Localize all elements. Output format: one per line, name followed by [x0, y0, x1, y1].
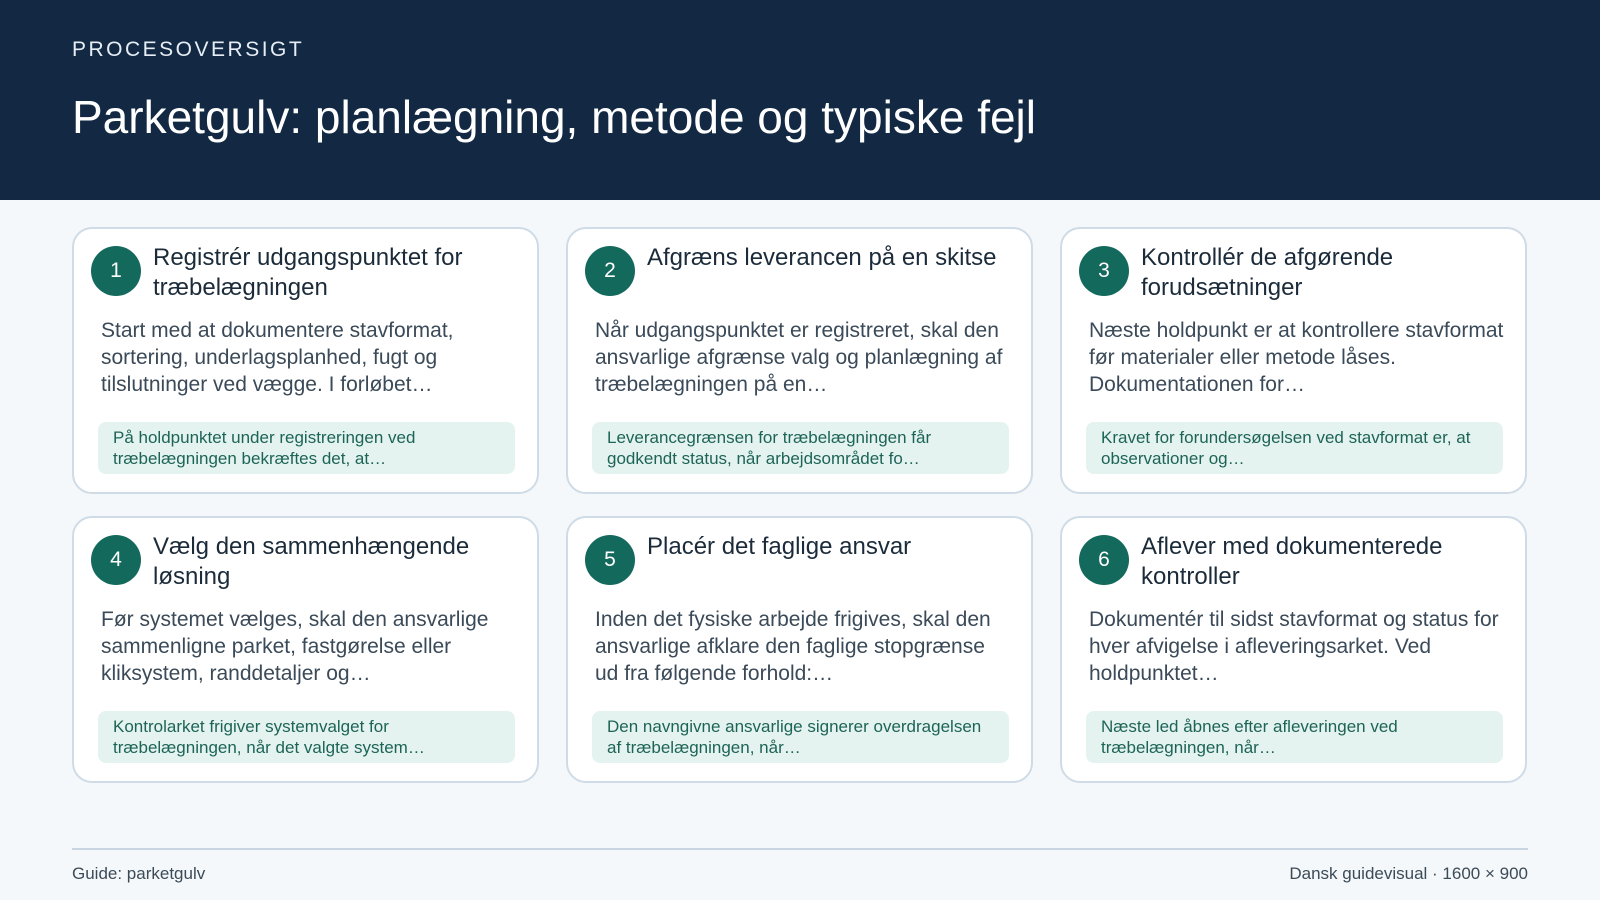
step-card-5 [566, 516, 1033, 783]
step-card-1 [72, 227, 539, 494]
step-description: Når udgangspunktet er registreret, skal den ansvarlige afgrænse valg og planlægning af træbelægningen på en… [595, 319, 1003, 396]
step-checkpoint-note: Leverancegrænsen for træbelægningen får godkendt status, når arbejdsområdet fo… [592, 422, 1009, 474]
page-title: Parketgulv: planlægning, metode og typiske fejl [72, 91, 1037, 143]
step-description: Før systemet vælges, skal den ansvarlige sammenligne parket, fastgørelse eller kliksystem, randdetaljer og… [101, 608, 489, 685]
step-description: Inden det fysiske arbejde frigives, skal den ansvarlige afklare den faglige stopgrænse ud fra følgende forhold:… [595, 608, 991, 685]
step-description: Start med at dokumentere stavformat, sortering, underlagsplanhed, fugt og tilslutninger ved vægge. I forløbet… [101, 319, 454, 396]
step-description: Næste holdpunkt er at kontrollere stavformat før materialer eller metode låses. Dokumentationen for… [1089, 319, 1504, 396]
step-number-badge: 4 [91, 535, 141, 585]
step-checkpoint-note: På holdpunktet under registreringen ved træbelægningen bekræftes det, at… [98, 422, 515, 474]
step-title: Placér det faglige ansvar [647, 533, 912, 560]
step-card-6 [1060, 516, 1527, 783]
step-title: Vælg den sammenhængende løsning [153, 533, 470, 590]
footer-divider [72, 848, 1528, 850]
step-title: Registrér udgangspunktet for træbelægningen [153, 244, 463, 301]
step-checkpoint-note: Den navngivne ansvarlige signerer overdragelsen af træbelægningen, når… [592, 711, 1009, 763]
step-number-badge: 3 [1079, 246, 1129, 296]
process-steps-grid [72, 227, 1527, 783]
step-checkpoint-note: Kravet for forundersøgelsen ved stavformat er, at observationer og… [1086, 422, 1503, 474]
step-number-badge: 2 [585, 246, 635, 296]
step-number-badge: 1 [91, 246, 141, 296]
step-card-3 [1060, 227, 1527, 494]
eyebrow-label: PROCESOVERSIGT [72, 38, 305, 61]
step-checkpoint-note: Næste led åbnes efter afleveringen ved træbelægningen, når… [1086, 711, 1503, 763]
step-card-2 [566, 227, 1033, 494]
step-number-badge: 5 [585, 535, 635, 585]
step-title: Aflever med dokumenterede kontroller [1141, 533, 1443, 590]
step-description: Dokumentér til sidst stavformat og status for hver afvigelse i afleveringsarket. Ved holdpunktet… [1089, 608, 1499, 685]
step-number-badge: 6 [1079, 535, 1129, 585]
footer-guide-label: Guide: parketgulv [72, 864, 206, 883]
step-title: Afgræns leverancen på en skitse [647, 244, 997, 271]
footer-meta-label: Dansk guidevisual · 1600 × 900 [1289, 864, 1528, 883]
step-checkpoint-note: Kontrolarket frigiver systemvalget for træbelægningen, når det valgte system… [98, 711, 515, 763]
header-banner [0, 0, 1600, 200]
step-title: Kontrollér de afgørende forudsætninger [1141, 244, 1394, 301]
step-card-4 [72, 516, 539, 783]
